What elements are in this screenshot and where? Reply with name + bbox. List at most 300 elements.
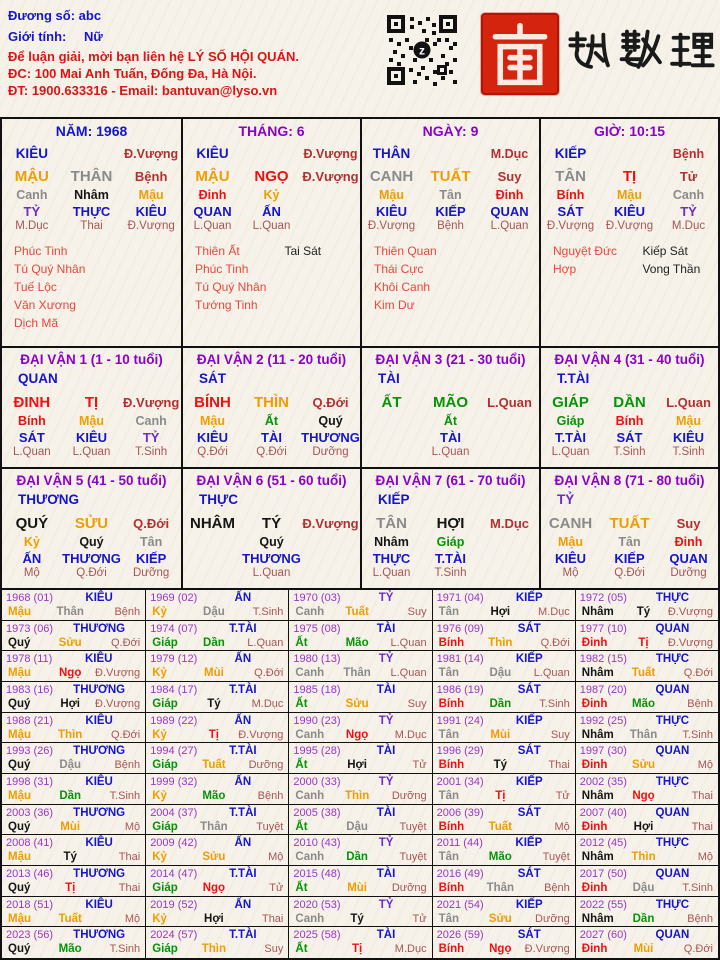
hidden-star: KIÊU xyxy=(375,203,408,219)
year-stem: Tân xyxy=(438,606,460,618)
year-cell-1979 xyxy=(145,651,288,682)
year-branch: Mão xyxy=(202,789,226,802)
year-cell-1990 xyxy=(288,713,431,744)
hidden-stem: Mậu xyxy=(138,188,164,202)
hidden-star: T.TÀI xyxy=(554,429,587,445)
dai-van-title: ĐẠI VẬN 7 (61 - 70 tuổi) xyxy=(375,473,526,488)
pillar-hidden-col-1 xyxy=(362,188,421,235)
year-cell-1976 xyxy=(432,621,575,652)
year-branch: Tuất xyxy=(631,667,656,680)
pillar-hidden-col-3 xyxy=(301,188,360,235)
year-star: KIÊU xyxy=(85,714,113,727)
year-stem: Ất xyxy=(295,881,308,894)
year-line-2 xyxy=(2,697,145,711)
year-stem: Canh xyxy=(295,789,325,802)
year-label: 2009 (42) xyxy=(150,837,198,850)
year-line-2 xyxy=(576,758,718,772)
year-star: THƯƠNG xyxy=(73,683,126,696)
dai-van-stage: Đ.Vượng xyxy=(123,394,180,410)
year-line-2 xyxy=(433,697,575,711)
year-line-2 xyxy=(146,789,288,803)
year-stem: Canh xyxy=(295,851,325,864)
year-line-2 xyxy=(433,942,575,956)
dai-van-hidden-col-2 xyxy=(600,414,659,461)
year-branch: Dần xyxy=(489,697,512,710)
year-label: 1994 (27) xyxy=(150,745,198,758)
hidden-star: THỰC xyxy=(372,550,411,566)
year-stage: Bệnh xyxy=(544,881,570,894)
year-star: KIẾP xyxy=(515,898,543,911)
hidden-star: SÁT xyxy=(18,429,45,445)
year-label: 2011 (44) xyxy=(436,837,483,850)
pillar-cell-year xyxy=(2,119,181,346)
year-cell-1996 xyxy=(432,743,575,774)
year-label: 1996 (29) xyxy=(436,745,484,758)
year-line-1 xyxy=(433,622,575,636)
year-line-1 xyxy=(433,898,575,912)
dai-van-hidden-stems xyxy=(2,414,181,461)
year-cell-1988 xyxy=(2,713,145,744)
dai-van-branch: TÝ xyxy=(261,514,282,532)
year-line-2 xyxy=(146,881,288,895)
year-label: 1989 (22) xyxy=(150,714,198,727)
pillar-hidden-col-3 xyxy=(480,188,539,235)
dai-van-main-star: SÁT xyxy=(199,371,226,386)
year-stage: L.Quan xyxy=(390,636,427,649)
year-stem: Bính xyxy=(438,636,465,649)
year-label: 2014 (47) xyxy=(150,867,198,880)
dai-van-hidden-col-1 xyxy=(541,535,600,582)
year-stage: T.Sinh xyxy=(682,728,713,741)
year-branch: Dần xyxy=(632,912,655,925)
year-branch: Thìn xyxy=(631,851,656,864)
year-cell-2012 xyxy=(575,835,718,866)
year-star: T.TÀI xyxy=(229,929,257,942)
year-stem: Bính xyxy=(438,820,465,833)
hidden-star: KIÊU xyxy=(135,203,167,219)
pillar-title-year: NĂM: 1968 xyxy=(55,123,128,139)
hidden-star: THỰC xyxy=(72,203,111,219)
auspicious-star-item: Dịch Mã xyxy=(14,315,59,330)
year-label: 2015 (48) xyxy=(293,867,341,880)
dai-van-branch: TUẤT xyxy=(609,514,650,532)
year-label: 1995 (28) xyxy=(293,745,341,758)
year-line-2 xyxy=(433,789,575,803)
year-label: 2018 (51) xyxy=(6,898,54,911)
year-line-2 xyxy=(433,636,575,650)
year-cell-1970 xyxy=(288,590,431,621)
year-stage: Thai xyxy=(118,881,141,894)
year-star: TÀI xyxy=(376,622,396,635)
year-line-2 xyxy=(576,728,718,742)
year-stem: Quý xyxy=(8,636,31,649)
year-stem: Đinh xyxy=(581,697,608,710)
year-stage: Bệnh xyxy=(687,912,713,925)
dai-van-main-star: THƯƠNG xyxy=(18,492,79,507)
dai-van-stage: L.Quan xyxy=(666,394,711,410)
year-branch: Dần xyxy=(346,851,368,864)
pillar-star-stage: Bệnh xyxy=(672,146,705,161)
year-stem: Nhâm xyxy=(581,667,614,680)
year-stage: Tử xyxy=(269,881,284,894)
year-line-2 xyxy=(146,850,288,864)
dai-van-hidden-col-2 xyxy=(421,535,480,582)
year-star: KIẾP xyxy=(515,837,543,850)
year-line-1 xyxy=(289,744,431,758)
hidden-stage: L.Quan xyxy=(72,446,111,458)
year-line-2 xyxy=(433,728,575,742)
auspicious-star-list xyxy=(374,242,463,314)
year-stage: Dưỡng xyxy=(391,881,427,894)
year-star: T.TÀI xyxy=(229,745,257,758)
year-stem: Ất xyxy=(295,759,308,772)
year-branch: Mão xyxy=(58,943,82,956)
qr-logo: z xyxy=(419,43,425,58)
year-branch: Dậu xyxy=(489,667,512,680)
year-cell-1971 xyxy=(432,590,575,621)
year-line-2 xyxy=(576,666,718,680)
year-label: 1986 (19) xyxy=(436,683,484,696)
year-stage: Đ.Vượng xyxy=(95,667,141,680)
year-cell-2022 xyxy=(575,897,718,928)
pillar-stem-branch-row xyxy=(541,164,718,188)
year-star: SÁT xyxy=(517,867,541,880)
year-label: 1970 (03) xyxy=(293,592,341,604)
year-line-1 xyxy=(146,622,288,636)
year-branch: Dần xyxy=(59,789,82,802)
year-star: TỶ xyxy=(378,898,394,911)
year-line-1 xyxy=(289,836,431,850)
hidden-star: THƯƠNG xyxy=(301,429,360,445)
year-branch: Hợi xyxy=(633,820,654,833)
year-stage: T.Sinh xyxy=(682,881,713,894)
year-branch: Tuất xyxy=(58,912,82,925)
year-line-2 xyxy=(2,912,145,926)
year-stage: Đ.Vượng xyxy=(95,697,141,710)
hidden-star: KIÊU xyxy=(554,550,587,566)
year-branch: Hợi xyxy=(60,697,81,710)
year-stage: Bệnh xyxy=(114,606,141,618)
hidden-stem: Quý xyxy=(318,414,343,428)
year-cell-2021 xyxy=(432,897,575,928)
year-label: 1990 (23) xyxy=(293,714,341,727)
year-branch: Thìn xyxy=(344,789,370,802)
year-stem: Giáp xyxy=(152,943,178,956)
dai-van-branch: MÃO xyxy=(433,393,468,411)
year-star: TỶ xyxy=(378,592,394,604)
year-line-1 xyxy=(146,744,288,758)
year-stem: Mậu xyxy=(8,728,31,741)
hidden-stage: Q.Đới xyxy=(197,446,228,458)
year-line-2 xyxy=(433,912,575,926)
pillar-hidden-col-1 xyxy=(183,188,242,235)
year-label: 1998 (31) xyxy=(6,775,54,788)
year-label: 1999 (32) xyxy=(150,775,198,788)
year-line-2 xyxy=(2,728,145,742)
year-cell-1982 xyxy=(575,651,718,682)
year-line-1 xyxy=(576,867,718,881)
dai-van-hidden-col-2 xyxy=(600,535,659,582)
dai-van-hidden-col-2 xyxy=(421,414,480,461)
dai-van-stem-branch-row xyxy=(362,511,539,535)
year-branch: Thân xyxy=(200,820,228,833)
year-branch: Mão xyxy=(631,697,655,710)
year-stem: Tân xyxy=(438,789,460,802)
hidden-stem: Mậu xyxy=(558,535,583,549)
year-stem: Kỷ xyxy=(152,851,167,864)
year-cell-1980 xyxy=(288,651,431,682)
auspicious-star-item: Thái Cực xyxy=(374,261,424,276)
hidden-stem: Canh xyxy=(16,188,48,202)
pillar-star-stage: Đ.Vượng xyxy=(124,146,179,161)
hidden-star: THƯƠNG xyxy=(62,550,121,566)
dai-van-hidden-col-1 xyxy=(2,535,62,582)
year-label: 1981 (14) xyxy=(436,653,484,666)
hidden-stem: Tân xyxy=(439,188,462,202)
year-star: TỶ xyxy=(378,837,394,850)
year-stage: L.Quan xyxy=(390,667,427,680)
year-cell-2005 xyxy=(288,805,431,836)
dai-van-main-star: QUAN xyxy=(18,371,58,386)
year-label: 2008 (41) xyxy=(6,837,54,850)
dai-van-stage: Đ.Vượng xyxy=(302,515,359,531)
dai-van-stage: L.Quan xyxy=(487,394,532,410)
year-stem: Giáp xyxy=(152,881,178,894)
year-label: 2026 (59) xyxy=(436,929,484,942)
dai-van-cell-7 xyxy=(360,469,539,588)
year-stem: Canh xyxy=(295,667,325,680)
year-line-2 xyxy=(289,666,431,680)
year-stem: Mậu xyxy=(8,606,31,618)
year-label: 1997 (30) xyxy=(579,745,627,758)
pillar-stem-branch-row xyxy=(362,164,539,188)
qr-code xyxy=(384,12,460,88)
hidden-stem: Tân xyxy=(618,535,641,549)
pillar-cell-month xyxy=(181,119,360,346)
hidden-star: T.TÀI xyxy=(434,550,467,566)
year-cell-2025 xyxy=(288,927,431,958)
year-line-1 xyxy=(576,714,718,728)
year-line-1 xyxy=(146,806,288,820)
year-cell-2002 xyxy=(575,774,718,805)
year-line-1 xyxy=(2,652,145,666)
year-stage: Tuyệt xyxy=(542,851,570,864)
year-label: 1980 (13) xyxy=(293,653,341,666)
year-stage: Đ.Vượng xyxy=(667,636,713,649)
year-stage: Suy xyxy=(407,697,427,710)
year-cell-2004 xyxy=(145,805,288,836)
year-line-1 xyxy=(2,714,145,728)
hidden-stage: L.Quan xyxy=(252,220,291,232)
year-branch: Sửu xyxy=(631,759,655,772)
pillar-branch: NGỌ xyxy=(254,167,289,185)
year-cell-2009 xyxy=(145,835,288,866)
year-cell-1983 xyxy=(2,682,145,713)
dai-van-hidden-col-1 xyxy=(541,414,600,461)
year-line-1 xyxy=(576,591,718,605)
year-label: 1985 (18) xyxy=(293,683,341,696)
year-label: 2000 (33) xyxy=(293,775,341,788)
hidden-star: TÀI xyxy=(261,429,282,445)
year-stage: T.Sinh xyxy=(539,697,570,710)
year-branch: Ngọ xyxy=(202,881,226,894)
pillar-stem: TÂN xyxy=(555,167,586,185)
year-branch: Thân xyxy=(56,606,84,618)
dai-van-hidden-col-3 xyxy=(480,414,539,461)
year-line-1 xyxy=(433,775,575,789)
year-label: 2006 (39) xyxy=(436,806,484,819)
dai-van-cell-8 xyxy=(539,469,718,588)
year-stage: Thai xyxy=(118,851,141,864)
year-stem: Mậu xyxy=(8,912,31,925)
year-line-2 xyxy=(433,820,575,834)
year-stem: Kỷ xyxy=(152,912,167,925)
year-stage: Tử xyxy=(555,789,570,802)
year-line-2 xyxy=(146,728,288,742)
year-line-2 xyxy=(433,850,575,864)
year-line-2 xyxy=(289,728,431,742)
year-stem: Canh xyxy=(295,728,325,741)
year-cell-2003 xyxy=(2,805,145,836)
dai-van-stage: Q.Đới xyxy=(133,515,170,531)
dai-van-stem-branch-row xyxy=(541,390,718,414)
year-branch: Dần xyxy=(203,636,225,649)
hidden-stem: Canh xyxy=(672,188,705,202)
year-stem: Tân xyxy=(438,667,460,680)
hidden-stage: Thai xyxy=(80,220,103,232)
year-line-2 xyxy=(146,820,288,834)
year-label: 2021 (54) xyxy=(436,898,484,911)
year-stem: Đinh xyxy=(581,881,608,894)
year-label: 1969 (02) xyxy=(150,592,198,604)
hidden-stage: L.Quan xyxy=(490,220,529,232)
year-label: 1979 (12) xyxy=(150,653,198,666)
year-stage: M.Dục xyxy=(394,943,427,956)
year-line-2 xyxy=(576,789,718,803)
hidden-stage: Q.Đới xyxy=(76,567,107,579)
year-cell-2023 xyxy=(2,927,145,958)
hidden-star: TỶ xyxy=(680,203,697,219)
year-branch: Dậu xyxy=(632,881,655,894)
year-branch: Tý xyxy=(350,912,364,925)
hidden-stage: L.Quan xyxy=(252,567,291,579)
hidden-stem: Nhâm xyxy=(374,535,409,549)
year-label: 2010 (43) xyxy=(293,837,341,850)
hidden-stage: L.Quan xyxy=(431,446,470,458)
year-cell-2011 xyxy=(432,835,575,866)
year-line-1 xyxy=(576,652,718,666)
year-stage: Tuyệt xyxy=(399,851,427,864)
year-star: KIÊU xyxy=(85,898,113,911)
dai-van-stage: Suy xyxy=(676,515,701,531)
dai-van-hidden-stems xyxy=(362,535,539,582)
hidden-star: KIẾP xyxy=(614,550,645,566)
year-star: ẤN xyxy=(234,592,252,604)
year-label: 1973 (06) xyxy=(6,622,54,635)
hidden-stage: Dưỡng xyxy=(132,567,170,579)
year-cell-1992 xyxy=(575,713,718,744)
pillar-title-month: THÁNG: 6 xyxy=(238,123,305,139)
year-star: KIÊU xyxy=(85,775,113,788)
year-stage: Dưỡng xyxy=(248,759,284,772)
year-star: T.TÀI xyxy=(229,867,257,880)
year-stage: M.Dục xyxy=(394,728,427,741)
pillar-stage: Tử xyxy=(679,168,698,184)
year-stem: Đinh xyxy=(581,636,608,649)
year-stage: Q.Đới xyxy=(254,667,284,680)
year-stem: Đinh xyxy=(581,759,608,772)
dai-van-stage: Q.Đới xyxy=(312,394,349,410)
dai-van-stem: GIÁP xyxy=(552,393,589,411)
year-line-2 xyxy=(289,881,431,895)
year-star: TỶ xyxy=(378,653,394,666)
year-stem: Ất xyxy=(295,697,308,710)
auspicious-star-item: Tướng Tinh xyxy=(195,297,258,312)
pillar-hidden-stems xyxy=(541,188,718,235)
hidden-stage: M.Dục xyxy=(15,220,49,232)
year-line-1 xyxy=(289,775,431,789)
hidden-star: QUAN xyxy=(669,550,708,566)
hidden-stage: T.Sinh xyxy=(613,446,646,458)
year-line-1 xyxy=(289,683,431,697)
year-branch: Mão xyxy=(488,851,512,864)
year-stem: Giáp xyxy=(152,636,178,649)
pillar-star-stage: Đ.Vượng xyxy=(303,146,358,161)
year-line-2 xyxy=(2,789,145,803)
hidden-stage: L.Quan xyxy=(193,220,232,232)
year-line-1 xyxy=(2,622,145,636)
year-line-2 xyxy=(433,881,575,895)
hidden-star: TÀI xyxy=(440,429,461,445)
year-stem: Tân xyxy=(438,728,460,741)
year-cell-2024 xyxy=(145,927,288,958)
year-line-2 xyxy=(146,666,288,680)
year-line-2 xyxy=(576,605,718,619)
year-line-2 xyxy=(289,605,431,619)
dai-van-hidden-col-1 xyxy=(362,414,421,461)
hidden-stage: Dưỡng xyxy=(670,567,707,579)
year-stage: Q.Đới xyxy=(683,943,713,956)
hidden-star: SÁT xyxy=(616,429,643,445)
year-branch: Tý xyxy=(493,759,508,772)
year-stem: Kỷ xyxy=(152,789,167,802)
year-star: QUAN xyxy=(655,806,690,819)
year-label: 2020 (53) xyxy=(293,898,341,911)
year-stage: L.Quan xyxy=(533,667,570,680)
year-stem: Giáp xyxy=(152,759,178,772)
dai-van-hidden-stems xyxy=(2,535,181,582)
dai-van-branch: HỢI xyxy=(436,514,465,532)
year-line-2 xyxy=(146,758,288,772)
year-star: KIÊU xyxy=(84,653,113,666)
chart-sheet xyxy=(0,117,720,960)
hidden-stage: Đ.Vượng xyxy=(127,220,175,232)
pillar-hidden-col-1 xyxy=(2,188,62,235)
dai-van-hidden-col-3 xyxy=(121,535,181,582)
year-branch: Dậu xyxy=(203,606,225,618)
year-star: TÀI xyxy=(376,806,396,819)
dai-van-stem: BÍNH xyxy=(194,393,231,411)
hidden-stem: Mậu xyxy=(78,414,104,428)
year-cell-1968 xyxy=(2,590,145,621)
dai-van-hidden-col-1 xyxy=(183,535,242,582)
pillar-hidden-col-3 xyxy=(121,188,181,235)
year-stage: Bệnh xyxy=(687,697,713,710)
year-label: 1977 (10) xyxy=(579,622,627,635)
year-line-2 xyxy=(146,697,288,711)
year-line-2 xyxy=(2,636,145,650)
year-branch: Tý xyxy=(636,606,651,618)
